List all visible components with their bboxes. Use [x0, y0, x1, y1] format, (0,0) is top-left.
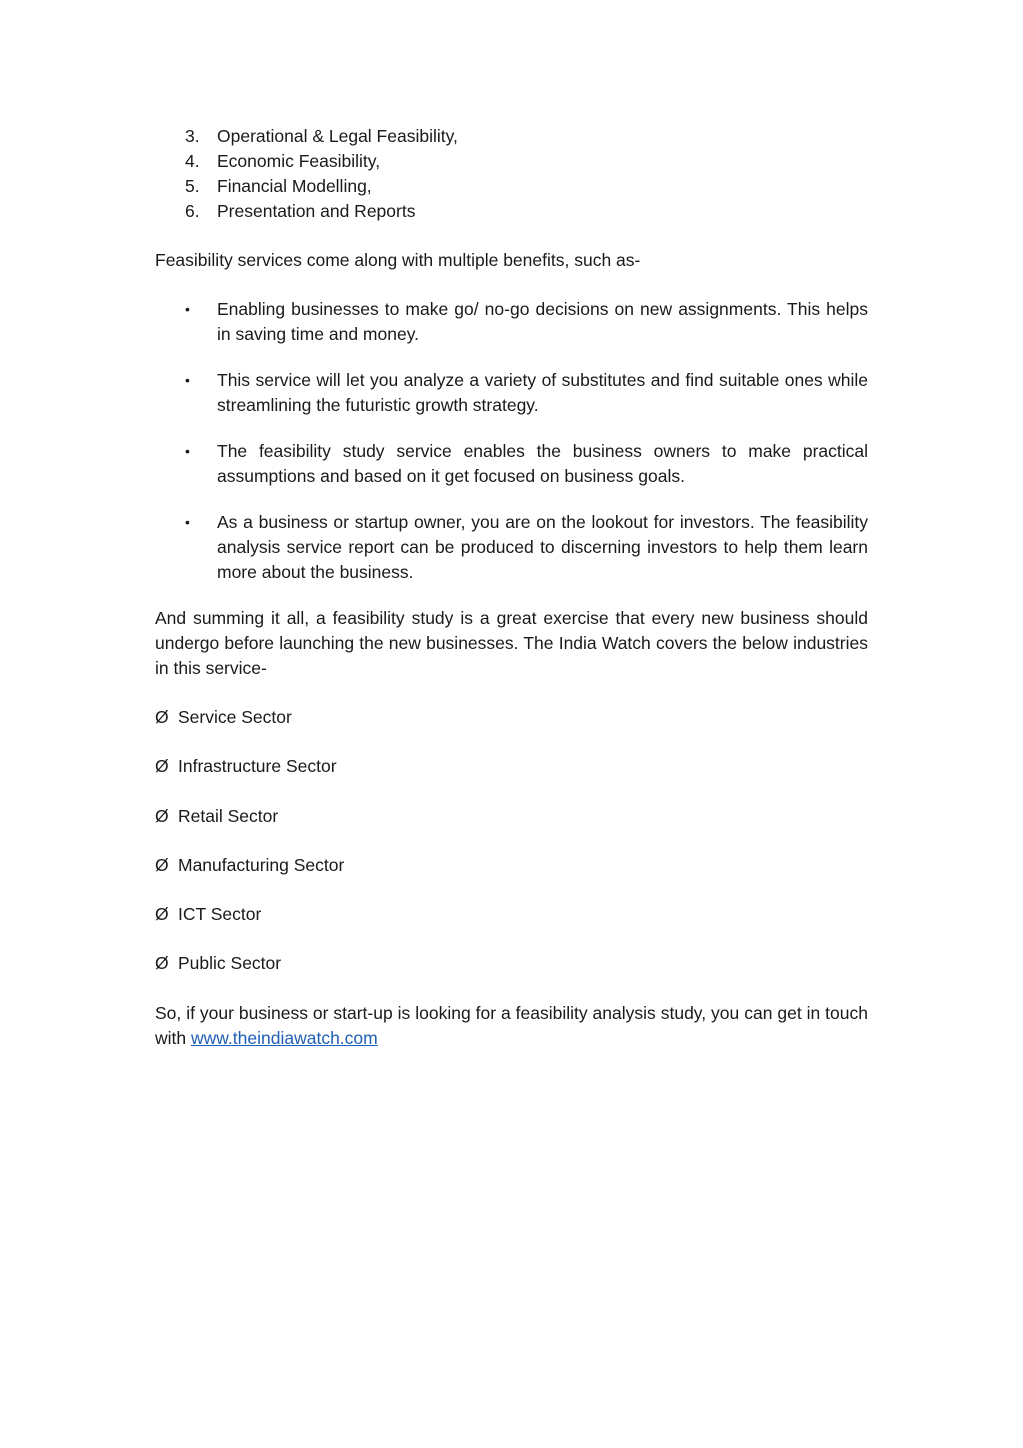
arrow-bullet-icon: Ø [155, 707, 169, 727]
list-item [155, 124, 868, 149]
arrow-bullet-icon: Ø [155, 953, 169, 974]
list-number: 5. [185, 176, 200, 196]
sector-label: Service Sector [178, 707, 292, 727]
list-text: Financial Modelling, [217, 176, 372, 196]
bullet-icon: • [185, 301, 190, 317]
arrow-bullet-icon: Ø [155, 756, 169, 777]
list-number: 3. [185, 126, 200, 146]
list-number: 6. [185, 201, 200, 221]
benefits-list [155, 297, 868, 585]
sector-item [155, 853, 868, 878]
sector-item [155, 705, 868, 730]
bullet-icon: • [185, 372, 190, 388]
benefit-item [155, 439, 868, 489]
benefit-item [155, 368, 868, 418]
sector-item [155, 951, 868, 976]
list-text: Presentation and Reports [217, 201, 416, 221]
arrow-bullet-icon: Ø [155, 904, 169, 925]
sector-label: ICT Sector [178, 904, 262, 925]
sector-label: Manufacturing Sector [178, 854, 345, 875]
bullet-icon: • [185, 514, 190, 530]
benefit-item [155, 510, 868, 585]
page-content [155, 124, 868, 1051]
benefit-text: As a business or startup owner, you are on the lookout for investors. The feasibility analysis service report can be produced to discerning investors to help them learn more about the business. [217, 512, 868, 582]
bullet-icon: • [185, 443, 190, 459]
closing-paragraph [155, 1001, 868, 1051]
sector-item [155, 804, 868, 829]
list-item [155, 199, 868, 224]
website-link[interactable]: www.theindiawatch.com [190, 1027, 378, 1048]
benefit-text: This service will let you analyze a variety of substitutes and find suitable ones while streamlining the futuristic growth strategy. [217, 370, 868, 415]
intro-paragraph: Feasibility services come along with multiple benefits, such as- [155, 250, 641, 270]
summary-paragraph: And summing it all, a feasibility study is a great exercise that every new business should undergo before launching the new businesses. The India Watch covers the below industries in this service- [155, 608, 868, 678]
sector-label: Public Sector [178, 953, 282, 974]
list-item [155, 174, 868, 199]
closing-text: So, if your business or start-up is looking for a feasibility analysis study, you can get in touch with [155, 1002, 868, 1048]
list-item [155, 149, 868, 174]
arrow-bullet-icon: Ø [155, 805, 169, 826]
list-text: Economic Feasibility, [217, 151, 381, 171]
sector-label: Retail Sector [178, 805, 279, 826]
list-number: 4. [185, 151, 200, 171]
sector-item [155, 902, 868, 927]
numbered-list [155, 124, 868, 224]
benefit-text: The feasibility study service enables the business owners to make practical assumptions and based on it get focused on business goals. [217, 441, 868, 486]
sector-label: Infrastructure Sector [178, 756, 337, 777]
benefit-item [155, 297, 868, 347]
sector-list [155, 705, 868, 976]
arrow-bullet-icon: Ø [155, 854, 169, 875]
list-text: Operational & Legal Feasibility, [217, 126, 458, 146]
benefit-text: Enabling businesses to make go/ no-go decisions on new assignments. This helps in saving time and money. [217, 299, 868, 344]
sector-item [155, 754, 868, 779]
